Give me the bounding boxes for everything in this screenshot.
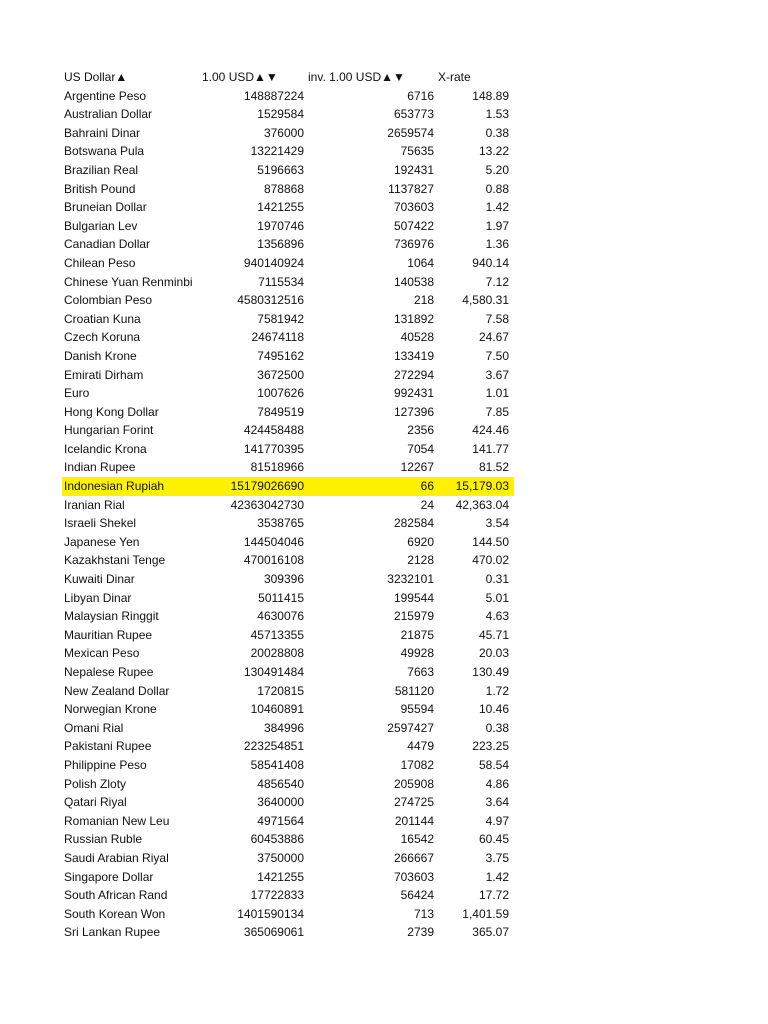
currency-name: Bruneian Dollar [64, 200, 147, 215]
usd-value: 1970746 [257, 218, 304, 233]
table-row [62, 124, 514, 143]
table-row [62, 923, 514, 942]
x-rate-value: 45.71 [478, 627, 509, 642]
x-rate-value: 148.89 [472, 88, 509, 103]
usd-value: 424458488 [243, 423, 304, 438]
usd-value: 878868 [263, 181, 304, 196]
x-rate-value: 1.97 [485, 218, 509, 233]
x-rate-value: 4.63 [485, 609, 509, 624]
usd-value: 3640000 [257, 795, 304, 810]
usd-value: 223254851 [243, 739, 304, 754]
table-row [62, 273, 514, 292]
table-row [62, 868, 514, 887]
x-rate-value: 58.54 [478, 757, 509, 772]
x-rate-value: 1.72 [485, 683, 509, 698]
usd-value: 4630076 [257, 609, 304, 624]
currency-name: Israeli Shekel [64, 516, 137, 531]
table-row [62, 421, 514, 440]
usd-value: 4856540 [257, 776, 304, 791]
usd-value: 148887224 [243, 88, 304, 103]
x-rate-value: 1.01 [485, 386, 509, 401]
inverse-usd-value: 12267 [400, 460, 434, 475]
currency-name: Croatian Kuna [64, 311, 141, 326]
x-rate-value: 3.64 [485, 795, 509, 810]
currency-name: Mexican Peso [64, 646, 140, 661]
currency-name: New Zealand Dollar [64, 683, 170, 698]
inverse-usd-value: 24 [420, 497, 434, 512]
usd-value: 24674118 [251, 330, 304, 345]
inverse-usd-value: 49928 [400, 646, 434, 661]
inverse-usd-value: 2659574 [387, 125, 434, 140]
currency-name: Botswana Pula [64, 144, 145, 159]
inverse-usd-value: 21875 [400, 627, 434, 642]
inverse-usd-value: 274725 [393, 795, 434, 810]
x-rate-value: 3.54 [485, 516, 509, 531]
currency-name: Bahraini Dinar [64, 125, 141, 140]
x-rate-value: 42,363.04 [455, 497, 509, 512]
currency-name: British Pound [64, 181, 136, 196]
currency-name: Chinese Yuan Renminbi [64, 274, 193, 289]
usd-value: 3750000 [257, 850, 304, 865]
inverse-usd-value: 95594 [400, 702, 434, 717]
table-row [62, 198, 514, 217]
table-row [62, 254, 514, 273]
inverse-usd-value: 653773 [393, 107, 434, 122]
inverse-usd-value: 1064 [407, 255, 434, 270]
x-rate-value: 0.88 [485, 181, 509, 196]
x-rate-value: 20.03 [478, 646, 509, 661]
inverse-usd-value: 266667 [393, 850, 434, 865]
table-row [62, 682, 514, 701]
inverse-usd-value: 4479 [407, 739, 434, 754]
table-row [62, 737, 514, 756]
table-row [62, 384, 514, 403]
currency-name: Libyan Dinar [64, 590, 132, 605]
inverse-usd-value: 205908 [393, 776, 434, 791]
usd-value: 376000 [263, 125, 304, 140]
x-rate-value: 365.07 [472, 925, 509, 940]
table-row [62, 328, 514, 347]
header-inverse-usd[interactable]: inv. 1.00 USD▲▼ [308, 70, 405, 84]
currency-name: Polish Zloty [64, 776, 127, 791]
currency-name: Hong Kong Dollar [64, 404, 159, 419]
inverse-usd-value: 56424 [400, 888, 434, 903]
x-rate-value: 10.46 [478, 702, 509, 717]
inverse-usd-value: 40528 [400, 330, 434, 345]
usd-value: 58541408 [250, 757, 304, 772]
x-rate-value: 81.52 [478, 460, 509, 475]
x-rate-value: 17.72 [478, 888, 509, 903]
x-rate-value: 7.58 [485, 311, 509, 326]
usd-value: 7849519 [257, 404, 304, 419]
table-body [62, 87, 514, 942]
usd-value: 144504046 [243, 534, 304, 549]
usd-value: 4971564 [257, 813, 304, 828]
table-row [62, 775, 514, 794]
currency-name: Iranian Rial [64, 497, 125, 512]
usd-value: 10460891 [250, 702, 304, 717]
table-row [62, 551, 514, 570]
currency-name: Canadian Dollar [64, 237, 151, 252]
currency-name: South African Rand [64, 888, 168, 903]
table-row [62, 366, 514, 385]
currency-name: Australian Dollar [64, 107, 153, 122]
usd-value: 141770395 [243, 441, 304, 456]
currency-name: Malaysian Ringgit [64, 609, 159, 624]
currency-name: Argentine Peso [64, 88, 147, 103]
currency-name: Mauritian Rupee [64, 627, 153, 642]
currency-name: Qatari Riyal [64, 795, 127, 810]
table-row [62, 849, 514, 868]
currency-name: Omani Rial [64, 720, 124, 735]
x-rate-value: 1,401.59 [462, 906, 509, 921]
inverse-usd-value: 507422 [393, 218, 434, 233]
inverse-usd-value: 1137827 [388, 181, 434, 196]
table-row [62, 235, 514, 254]
exchange-rate-table [62, 68, 514, 942]
inverse-usd-value: 218 [413, 293, 434, 308]
inverse-usd-value: 2128 [407, 553, 434, 568]
inverse-usd-value: 16542 [400, 832, 434, 847]
inverse-usd-value: 7663 [407, 665, 434, 679]
header-x-rate: X-rate [438, 70, 471, 84]
x-rate-value: 424.46 [472, 423, 509, 438]
inverse-usd-value: 3232101 [387, 572, 434, 587]
table-row [62, 663, 514, 682]
currency-name: Icelandic Krona [64, 441, 147, 456]
currency-name: Czech Koruna [64, 330, 141, 345]
currency-name: Japanese Yen [64, 534, 140, 549]
inverse-usd-value: 736976 [393, 237, 434, 252]
usd-value: 4580312516 [237, 293, 304, 308]
usd-value: 60453886 [250, 832, 304, 847]
table-row [62, 644, 514, 663]
table-row [62, 310, 514, 329]
x-rate-value: 223.25 [472, 739, 509, 754]
table-row [62, 756, 514, 775]
table-row [62, 570, 514, 589]
table-row [62, 626, 514, 645]
usd-value: 5196663 [257, 162, 304, 177]
inverse-usd-value: 66 [420, 479, 434, 494]
x-rate-value: 470.02 [472, 553, 509, 568]
currency-name: Romanian New Leu [64, 813, 170, 828]
inverse-usd-value: 282584 [393, 516, 434, 531]
table-row [62, 347, 514, 366]
currency-name: Chilean Peso [64, 255, 136, 270]
table-row [62, 87, 514, 106]
x-rate-value: 7.12 [485, 274, 509, 289]
x-rate-value: 1.36 [485, 237, 509, 252]
x-rate-value: 5.01 [485, 590, 509, 605]
inverse-usd-value: 2597427 [387, 720, 434, 735]
usd-value: 45713355 [250, 627, 304, 642]
table-row [62, 812, 514, 831]
usd-value: 20028808 [250, 646, 304, 661]
usd-value: 1007626 [257, 386, 304, 401]
x-rate-value: 5.20 [485, 162, 509, 177]
inverse-usd-value: 6716 [407, 88, 434, 103]
table-row [62, 105, 514, 124]
currency-name: Euro [64, 386, 90, 401]
usd-value: 470016108 [243, 553, 304, 568]
table-row [62, 142, 514, 161]
inverse-usd-value: 713 [413, 906, 434, 921]
usd-value: 365069061 [243, 925, 304, 940]
usd-value: 81518966 [250, 460, 304, 475]
inverse-usd-value: 192431 [393, 162, 434, 177]
x-rate-value: 60.45 [478, 832, 509, 847]
usd-value: 3672500 [257, 367, 304, 382]
inverse-usd-value: 992431 [393, 386, 434, 401]
currency-name: Saudi Arabian Riyal [64, 850, 169, 865]
inverse-usd-value: 2356 [407, 423, 434, 438]
inverse-usd-value: 131892 [393, 311, 434, 326]
usd-value: 1421255 [257, 869, 304, 884]
x-rate-value: 13.22 [478, 144, 509, 159]
x-rate-value: 0.31 [485, 572, 509, 587]
usd-value: 7581942 [257, 311, 304, 326]
x-rate-value: 130.49 [472, 665, 509, 679]
currency-name: South Korean Won [64, 906, 166, 921]
inverse-usd-value: 2739 [407, 925, 434, 940]
inverse-usd-value: 215979 [393, 609, 434, 624]
currency-name: Pakistani Rupee [64, 739, 152, 754]
x-rate-value: 1.42 [485, 200, 509, 215]
table-row [62, 905, 514, 924]
table-row [62, 477, 514, 496]
inverse-usd-value: 703603 [393, 869, 434, 884]
currency-name: Danish Krone [64, 348, 137, 363]
usd-value: 1720815 [257, 683, 304, 698]
currency-name: Bulgarian Lev [64, 218, 138, 233]
usd-value: 5011415 [258, 590, 304, 605]
currency-name: Nepalese Rupee [64, 665, 154, 679]
table-row [62, 793, 514, 812]
table-row [62, 607, 514, 626]
usd-value: 13221429 [250, 144, 304, 159]
x-rate-value: 1.53 [485, 107, 509, 122]
table-row [62, 403, 514, 422]
table-row [62, 589, 514, 608]
inverse-usd-value: 140538 [393, 274, 434, 289]
x-rate-value: 144.50 [472, 534, 509, 549]
inverse-usd-value: 133419 [393, 348, 434, 363]
inverse-usd-value: 703603 [393, 200, 434, 215]
currency-name: Sri Lankan Rupee [64, 925, 161, 940]
inverse-usd-value: 272294 [393, 367, 434, 382]
usd-value: 1356896 [257, 237, 304, 252]
x-rate-value: 4,580.31 [462, 293, 509, 308]
header-usd[interactable]: 1.00 USD▲▼ [202, 70, 278, 84]
currency-name: Russian Ruble [64, 832, 143, 847]
x-rate-value: 0.38 [485, 125, 509, 140]
table-row [62, 830, 514, 849]
usd-value: 1421255 [257, 200, 304, 215]
currency-name: Singapore Dollar [64, 869, 154, 884]
table-row [62, 180, 514, 199]
x-rate-value: 15,179.03 [455, 479, 509, 494]
usd-value: 1401590134 [237, 906, 304, 921]
table-row [62, 161, 514, 180]
usd-value: 15179026690 [230, 479, 304, 494]
inverse-usd-value: 201144 [394, 813, 434, 828]
x-rate-value: 24.67 [478, 330, 509, 345]
x-rate-value: 940.14 [472, 255, 509, 270]
x-rate-value: 1.42 [485, 869, 509, 884]
inverse-usd-value: 199544 [393, 590, 434, 605]
x-rate-value: 7.85 [485, 404, 509, 419]
x-rate-value: 4.97 [485, 813, 509, 828]
table-row [62, 217, 514, 236]
table-row [62, 291, 514, 310]
usd-value: 309396 [263, 572, 304, 587]
currency-name: Kazakhstani Tenge [64, 553, 166, 568]
inverse-usd-value: 581120 [394, 683, 434, 698]
x-rate-value: 7.50 [485, 348, 509, 363]
usd-value: 130491484 [243, 665, 304, 679]
usd-value: 1529584 [257, 107, 304, 122]
usd-value: 7115534 [258, 274, 304, 289]
table-row [62, 886, 514, 905]
usd-value: 940140924 [243, 255, 304, 270]
table-row [62, 458, 514, 477]
inverse-usd-value: 7054 [407, 441, 434, 456]
x-rate-value: 141.77 [472, 441, 509, 456]
currency-name: Emirati Dirham [64, 367, 144, 382]
table-row [62, 440, 514, 459]
currency-name: Indonesian Rupiah [64, 479, 165, 494]
inverse-usd-value: 75635 [400, 144, 434, 159]
inverse-usd-value: 17082 [400, 757, 434, 772]
currency-name: Brazilian Real [64, 162, 139, 177]
inverse-usd-value: 6920 [407, 534, 434, 549]
x-rate-value: 0.38 [485, 720, 509, 735]
currency-name: Indian Rupee [64, 460, 136, 475]
usd-value: 17722833 [250, 888, 304, 903]
currency-name: Colombian Peso [64, 293, 153, 308]
header-currency[interactable]: US Dollar▲ [64, 70, 128, 84]
x-rate-value: 3.75 [485, 850, 509, 865]
x-rate-value: 4.86 [485, 776, 509, 791]
table-row [62, 533, 514, 552]
currency-name: Hungarian Forint [64, 423, 154, 438]
currency-name: Norwegian Krone [64, 702, 157, 717]
usd-value: 42363042730 [230, 497, 304, 512]
table-row [62, 719, 514, 738]
usd-value: 384996 [263, 720, 304, 735]
table-row [62, 700, 514, 719]
x-rate-value: 3.67 [485, 367, 509, 382]
currency-name: Kuwaiti Dinar [64, 572, 135, 587]
currency-name: Philippine Peso [64, 757, 147, 772]
usd-value: 7495162 [257, 348, 304, 363]
inverse-usd-value: 127396 [393, 404, 434, 419]
table-row [62, 514, 514, 533]
table-header-row [62, 68, 514, 87]
usd-value: 3538765 [257, 516, 304, 531]
table-row [62, 496, 514, 515]
